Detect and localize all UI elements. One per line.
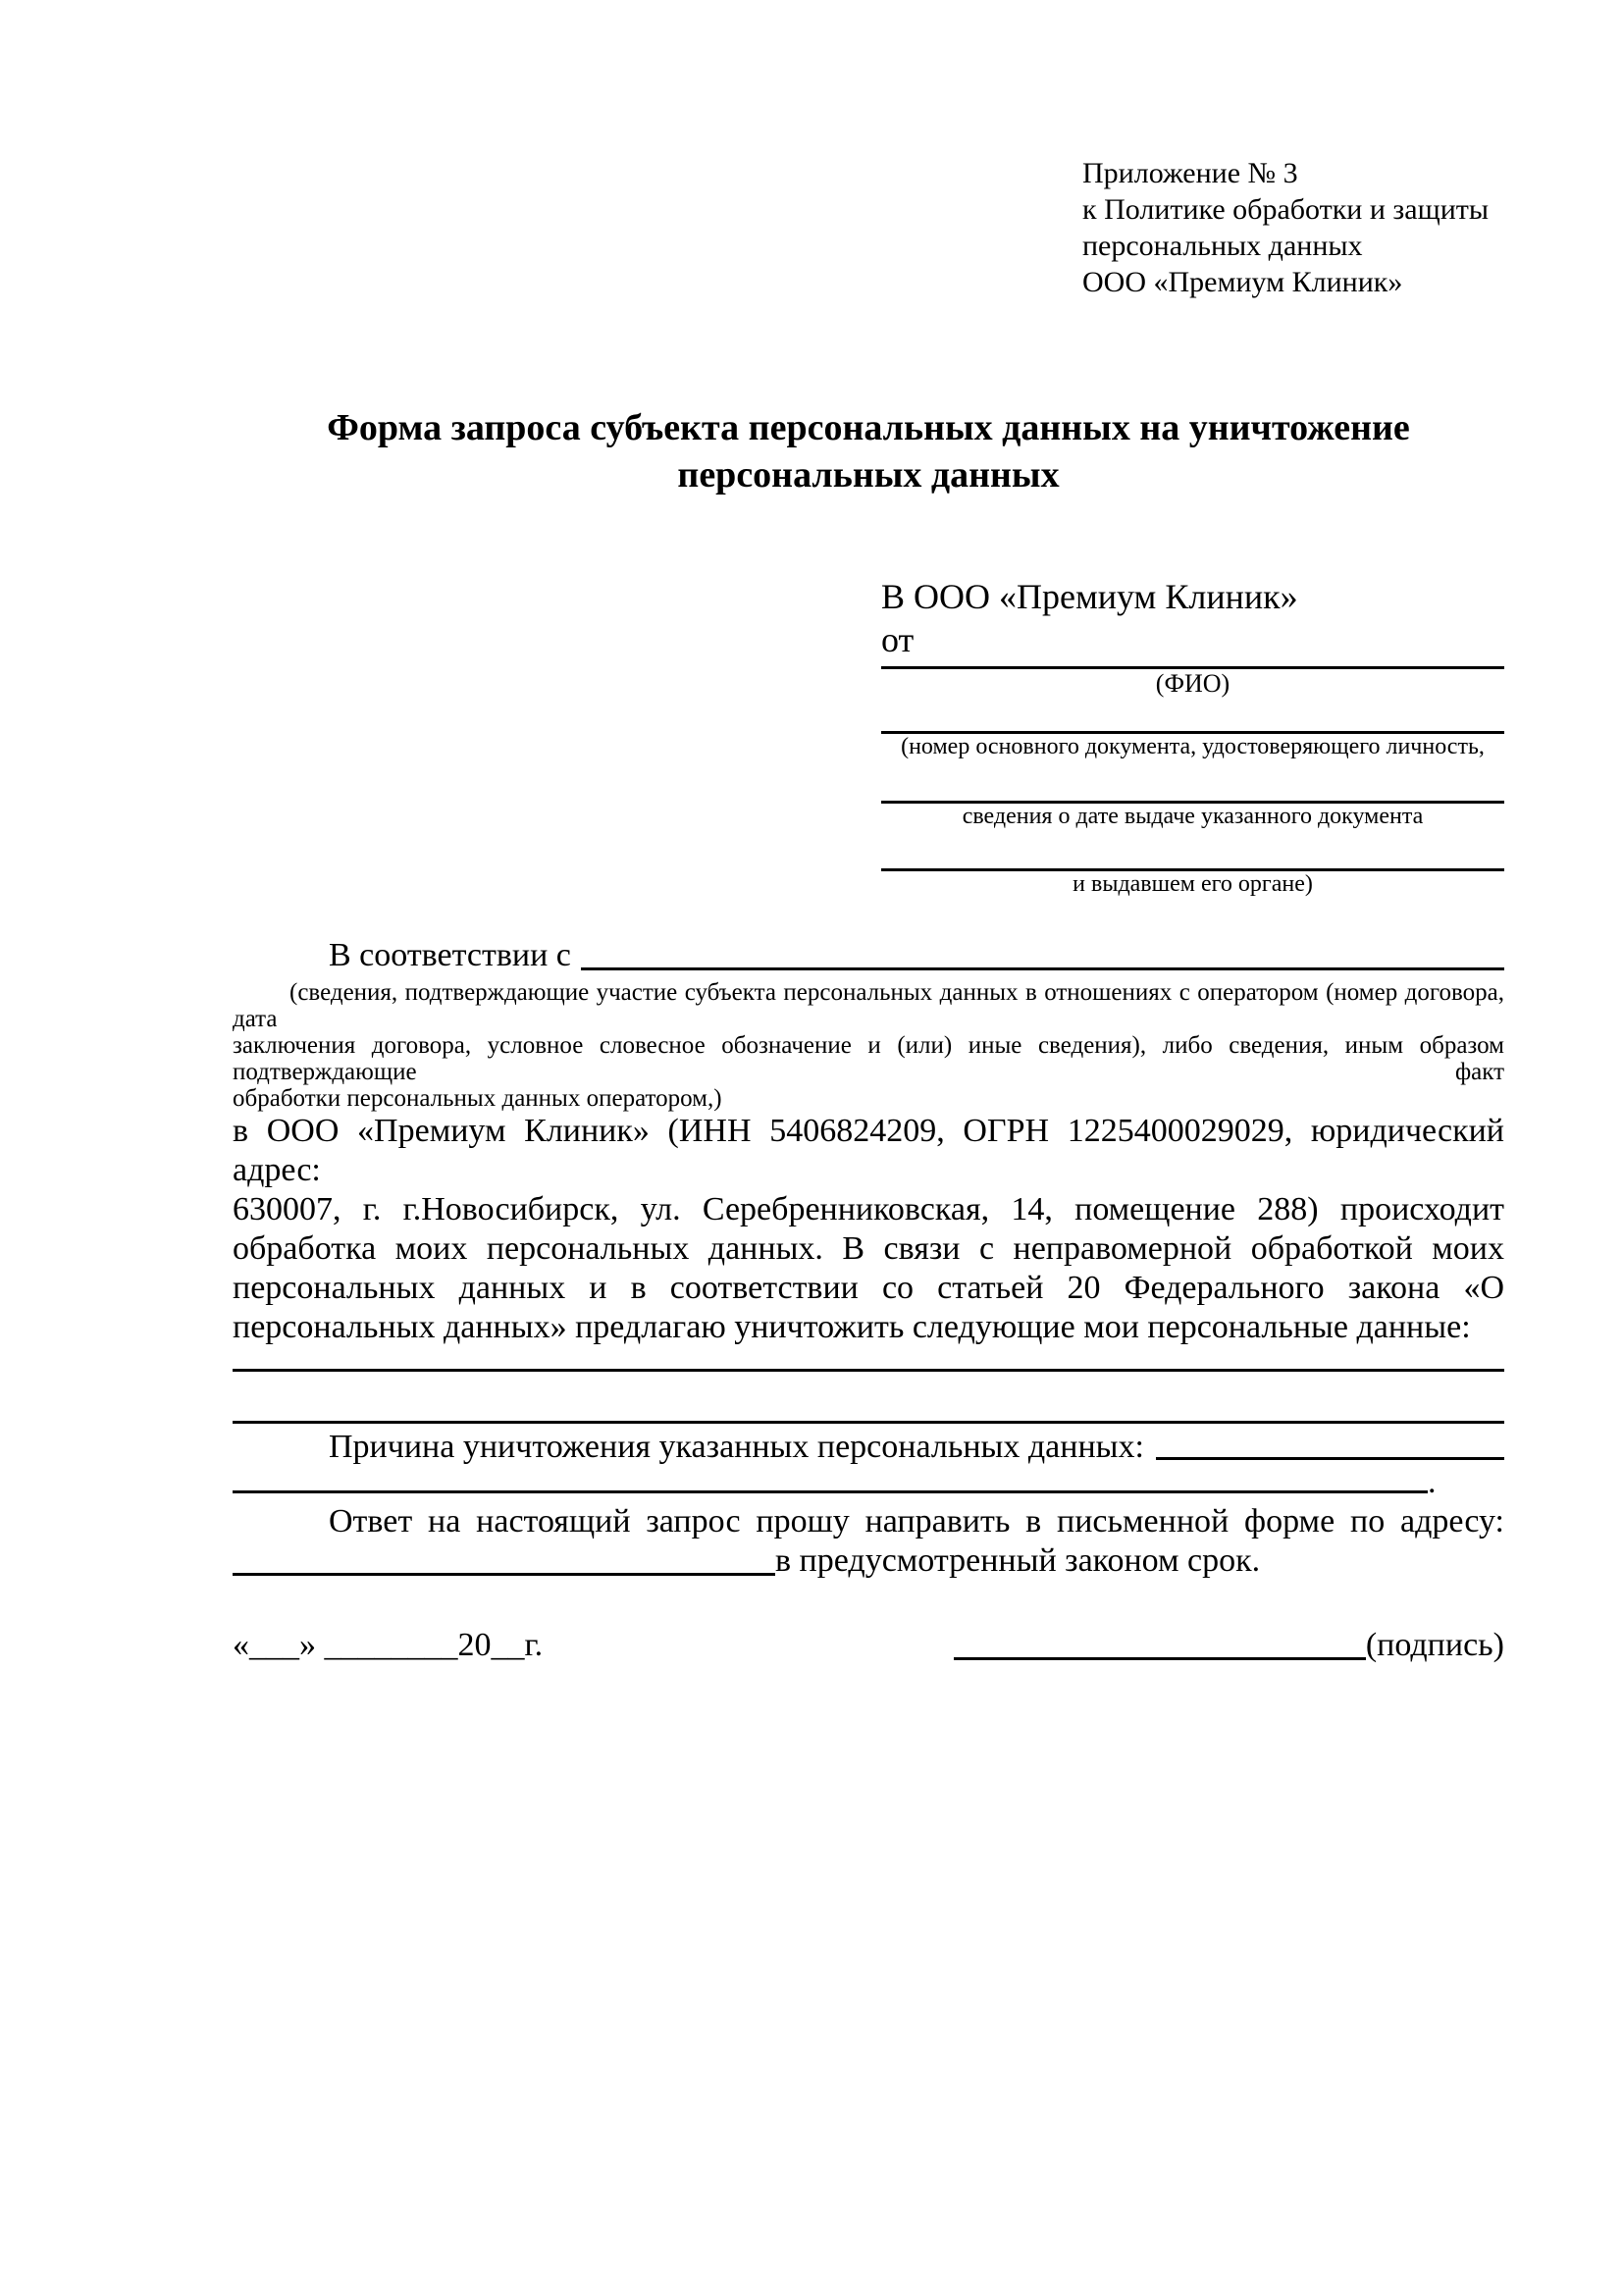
appendix-header [1082, 155, 1489, 300]
fio-caption: (ФИО) [1155, 669, 1230, 698]
accordance-label: В соответствии с [329, 937, 571, 973]
basis-fine-print [233, 979, 1504, 1112]
addressee-to: В ООО «Премиум Клиник» [881, 577, 1298, 616]
appendix-policy-line: к Политике обработки и защиты [1082, 193, 1490, 226]
signature-area [954, 1624, 1504, 1667]
fine-print-line: заключения договора, условное словесное обозначение и (или) иные сведения), либо сведения, иным образом подтверждающие факт [233, 1032, 1504, 1085]
paragraph-line: 630007, г. г.Новосибирск, ул. Серебренниковская, 14, помещение 288) происходит [233, 1191, 1504, 1227]
date-field: «___» ________20__г. [233, 1627, 544, 1663]
address-field-line [233, 1573, 775, 1576]
fio-field-line [881, 660, 1504, 669]
reason-row [233, 1424, 1504, 1467]
paragraph-line: персональных данных» предлагаю уничтожить следующие мои персональные данные: [233, 1309, 1471, 1345]
main-paragraph [233, 1112, 1504, 1347]
reason-field-line-2 [233, 1490, 1428, 1493]
accordance-row [233, 934, 1504, 977]
request-body [233, 934, 1504, 1667]
fine-print-line: (сведения, подтверждающие участие субъекта персональных данных в отношениях с оператором (номер договора, дата [233, 979, 1504, 1032]
document-title-line: Форма запроса субъекта персональных данных на уничтожение [327, 407, 1410, 448]
appendix-number: Приложение № 3 [1082, 157, 1298, 189]
issue-date-caption: сведения о дате выдаче указанного документа [962, 804, 1424, 829]
reason-label: Причина уничтожения указанных персональных данных: [329, 1429, 1144, 1465]
sentence-period: . [1428, 1464, 1437, 1500]
issuing-authority-caption: и выдавшем его органе) [1073, 871, 1313, 897]
paragraph-line: персональных данных и в соответствии со статьей 20 Федерального закона «О [233, 1270, 1504, 1306]
id-document-caption: (номер основного документа, удостоверяющего личность, [901, 734, 1485, 759]
reason-continuation-row [233, 1464, 1504, 1500]
appendix-policy-line: персональных данных [1082, 230, 1363, 262]
appendix-company: ООО «Премиум Клиник» [1082, 266, 1403, 298]
basis-field-line [581, 967, 1504, 970]
addressee-from: от [881, 620, 915, 659]
document-title [233, 404, 1504, 498]
fine-print-line: обработки персональных данных оператором,) [233, 1085, 722, 1112]
paragraph-line: обработка моих персональных данных. В связи с неправомерной обработкой моих [233, 1230, 1504, 1267]
reason-field-line [1156, 1457, 1504, 1460]
addressee-block [881, 574, 1504, 898]
address-row [233, 1541, 1504, 1581]
paragraph-line: в ООО «Премиум Клиник» (ИНН 5406824209, ОГРН 1225400029029, юридический адрес: [233, 1113, 1504, 1188]
data-to-destroy-line-1 [233, 1347, 1504, 1372]
document-title-line: персональных данных [677, 454, 1060, 496]
term-suffix: в предусмотренный законом срок. [775, 1542, 1261, 1579]
signature-field-line [954, 1657, 1366, 1660]
signature-row [233, 1624, 1504, 1667]
answer-request-line: Ответ на настоящий запрос прошу направить в письменной форме по адресу: [329, 1503, 1504, 1539]
signature-caption: (подпись) [1365, 1627, 1504, 1663]
data-to-destroy-line-2 [233, 1372, 1504, 1424]
